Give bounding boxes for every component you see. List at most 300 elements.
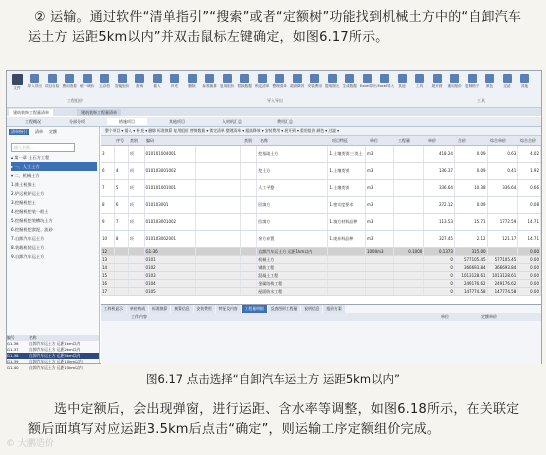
ribbon-icon — [328, 74, 337, 83]
main-grid — [101, 127, 541, 303]
bottom-tab[interactable]: 反查图形工程量 — [268, 305, 301, 313]
quota-code: G1-39 — [7, 359, 19, 364]
ribbon-button[interactable] — [168, 74, 182, 89]
table-cell: 钢筋工程 — [257, 264, 328, 271]
table-cell: 1.废弃料品种 — [328, 231, 366, 247]
table-cell — [115, 248, 129, 255]
ribbon-icon — [240, 74, 249, 83]
tree-item[interactable]: 9.自卸汽车运土方 — [11, 254, 45, 259]
table-cell: m3 — [366, 146, 394, 162]
ribbon-button[interactable] — [238, 74, 252, 89]
table-cell: 7 — [115, 214, 129, 230]
table-cell: 0103 — [145, 272, 196, 279]
table-cell: 1.填方材料品种 — [328, 214, 366, 230]
tree-item[interactable]: ▸ 一、人工土方 — [11, 162, 97, 171]
table-cell: 项 — [129, 231, 145, 247]
software-screenshot — [6, 70, 542, 370]
table-cell: 010103001 — [145, 197, 196, 213]
table-cell: 0 — [424, 288, 455, 295]
bottom-panel — [101, 304, 541, 364]
ribbon-button-label: 导入导出 — [27, 84, 42, 88]
table-cell — [241, 272, 257, 279]
table-cell — [196, 214, 241, 230]
ribbon-button-label: 锁定清单 — [255, 84, 270, 88]
ribbon-button[interactable] — [395, 74, 409, 89]
ribbon-icon — [30, 74, 39, 83]
table-cell: 4 — [115, 163, 129, 179]
table-cell: 010103001002 — [145, 163, 196, 179]
table-cell: 0.09 — [455, 146, 488, 162]
ribbon-button[interactable] — [28, 74, 42, 89]
table-cell: 自卸汽车运土方 运距1km以内 — [257, 248, 328, 255]
ribbon-button[interactable] — [80, 74, 94, 89]
ribbon-button-label: 文件 — [13, 86, 21, 90]
table-cell: 1000m3 — [366, 248, 394, 255]
tree-item[interactable]: 3.挖掘机挖土 — [11, 200, 36, 205]
table-cell: 0 — [424, 272, 455, 279]
ribbon-icon — [503, 74, 512, 83]
ribbon-button[interactable] — [185, 74, 199, 89]
ribbon-button[interactable] — [63, 74, 77, 89]
ribbon-button-label: 补充 — [170, 84, 179, 88]
table-cell — [366, 272, 394, 279]
ribbon-button[interactable] — [377, 74, 395, 89]
table-cell: 249176.62 — [455, 280, 488, 287]
table-row[interactable] — [101, 272, 541, 280]
bottom-col-unit: 单位 — [441, 314, 449, 319]
table-cell: 10.38 — [455, 180, 488, 196]
ribbon-button-label: 云存档 — [99, 84, 110, 88]
tree-item[interactable]: 2.铲运机铲运土方 — [11, 191, 45, 196]
table-cell — [241, 231, 257, 247]
ribbon-button[interactable] — [343, 74, 357, 89]
ribbon-group-label: 工程组价 — [67, 98, 83, 103]
grid-header-cell: 工程量 — [397, 136, 427, 145]
grid-header-cell: 类别 — [129, 136, 145, 145]
quota-code: G1-38 — [7, 353, 19, 358]
bottom-tab[interactable]: 换算信息 — [171, 305, 192, 313]
table-cell: 0.00 — [518, 272, 541, 279]
ribbon-button[interactable] — [430, 74, 444, 89]
ribbon-button-label: 项目自检 — [45, 84, 60, 88]
ribbon-button-label: 替换数据 — [237, 84, 252, 88]
table-cell — [129, 248, 145, 255]
table-cell: 混凝土工程 — [257, 272, 328, 279]
ribbon-icon — [12, 74, 23, 85]
table-cell — [241, 280, 257, 287]
ribbon-button-label: 提取图元 — [325, 84, 340, 88]
ribbon-button[interactable] — [518, 74, 532, 89]
ribbon-button-label: 重用组价 — [447, 84, 462, 88]
ribbon-button-label: 复用组价 — [220, 84, 235, 88]
table-cell: 4.02 — [518, 146, 541, 162]
ribbon-icon — [380, 74, 389, 83]
table-cell: 0.09 — [455, 197, 488, 213]
ribbon-button[interactable] — [290, 74, 304, 89]
table-cell: m3 — [366, 214, 394, 230]
ribbon-button-label: 复制格子 — [465, 84, 480, 88]
ribbon-button-label: 查询 — [135, 84, 144, 88]
ribbon-button[interactable] — [115, 74, 129, 89]
table-cell — [196, 288, 241, 295]
table-cell: 0.00 — [518, 248, 541, 255]
bottom-tab[interactable]: 工料机显示 — [101, 305, 126, 313]
quota-name: 自卸汽车运土方 运距15km以内 — [29, 365, 83, 370]
bottom-col-blank — [281, 313, 441, 321]
ribbon-button-label: 生成数据 — [342, 84, 357, 88]
ribbon-group-label: 工具 — [477, 98, 485, 103]
table-cell: 1013128.61 — [455, 272, 488, 279]
table-cell: 挖基础土方 — [257, 146, 328, 162]
bottom-col-work: 工作内容 — [131, 314, 147, 319]
ribbon-icon — [170, 74, 179, 83]
ribbon-group-label: 导入导出 — [267, 98, 283, 103]
grid-header-cell — [101, 136, 115, 145]
table-cell: 1013128.61 — [488, 272, 519, 279]
ribbon-icon — [363, 74, 372, 83]
table-cell: 010101004001 — [145, 146, 196, 162]
quota-name: 自卸汽车运土方 运距10km以内 — [29, 359, 83, 364]
table-cell — [394, 214, 425, 230]
table-row[interactable] — [101, 288, 541, 296]
ribbon-button-label: 颜色 — [485, 84, 494, 88]
bottom-tab[interactable]: 说明信息 — [301, 305, 322, 313]
quota-tree — [11, 153, 97, 261]
table-cell: 418.24 — [424, 146, 455, 162]
ribbon-button-label: 统一调价 — [80, 84, 95, 88]
bottom-tab[interactable]: 标准换算 — [149, 305, 170, 313]
table-cell: 15 — [101, 272, 115, 279]
ribbon-button-label: 展开到 — [431, 84, 443, 88]
ribbon-button[interactable] — [150, 74, 164, 89]
left-panel — [7, 127, 100, 370]
tree-item[interactable]: ▴ 第一章 土石方工程 — [11, 155, 50, 160]
ribbon-button-label: 插入 — [153, 84, 161, 88]
table-cell: m3 — [366, 163, 394, 179]
table-cell: 16 — [101, 280, 115, 287]
bottom-tab[interactable]: 安装费用 — [194, 305, 215, 313]
grid-toolbar[interactable]: 整个项目 ▾ 插入 ▾ 补充 ▾ 删除 标准换算 复用组价 替换数据 ▾ 锁定清单 整理清单 ▾ 超高降效 ▾ 安装费用 ▾ 展开到 ▾ 重用组价 颜色 ▾ 过滤 ▾ — [101, 127, 541, 136]
table-cell: 项 — [129, 197, 145, 213]
tab-materials[interactable]: 人材机汇总 — [222, 119, 242, 124]
table-cell: 0.00 — [518, 288, 541, 295]
table-cell: m3 — [366, 180, 394, 196]
table-cell — [129, 272, 145, 279]
table-cell: 17 — [101, 288, 115, 295]
table-cell: 272.12 — [424, 197, 455, 213]
tab-overview[interactable]: 工程概况 — [25, 119, 41, 124]
left-tab-guide[interactable]: 清单指引 — [11, 129, 27, 134]
table-cell: 327.45 — [424, 231, 455, 247]
table-cell: 336.64 — [424, 180, 455, 196]
table-cell: 0.00 — [518, 264, 541, 271]
tree-item[interactable]: 1.推土机推土 — [11, 182, 36, 187]
table-cell: 1.92 — [518, 163, 541, 179]
table-cell — [196, 180, 241, 196]
paragraph-top: ② 运输。通过软件“清单指引”“搜索”或者“定额树”功能找到机械土方中的“自卸汽车运土方 运距5km以内”并双击鼠标左键确定，如图6.17所示。 — [28, 10, 522, 45]
table-row[interactable] — [101, 180, 541, 197]
tree-item[interactable]: 6.挖掘机挖淤泥、流砂 — [11, 227, 53, 232]
main-tabs — [7, 117, 541, 127]
table-cell: 0.08 — [518, 197, 541, 213]
table-cell — [394, 272, 425, 279]
table-cell: 113.53 — [424, 214, 455, 230]
table-cell — [394, 264, 425, 271]
table-cell: 2.12 — [455, 231, 488, 247]
table-cell: 0.1000 — [394, 248, 425, 255]
watermark: © 大鹏造价 — [6, 439, 54, 449]
table-cell — [196, 256, 241, 263]
table-row[interactable] — [101, 214, 541, 231]
table-row[interactable] — [101, 146, 541, 163]
table-cell — [129, 280, 145, 287]
ribbon-icon — [65, 74, 74, 83]
table-cell: 回填方 — [257, 197, 328, 213]
ribbon-button-label: 删除 — [188, 84, 196, 88]
tree-item[interactable]: 5.挖掘机挖装槽坑土方 — [11, 218, 53, 223]
ribbon-button[interactable] — [45, 74, 59, 89]
quota-col-name: 名称 — [29, 335, 37, 340]
table-cell: 0.66 — [518, 180, 541, 196]
doc-tab-2[interactable]: 建筑装饰工程量清单 — [77, 109, 121, 116]
table-cell: 121.17 — [488, 231, 519, 247]
table-cell — [241, 197, 257, 213]
table-cell: m3 — [366, 197, 394, 213]
table-row[interactable] — [101, 256, 541, 264]
table-cell: G1-36 — [145, 248, 196, 255]
table-cell — [196, 264, 241, 271]
tab-fees[interactable]: 费用汇总 — [277, 119, 293, 124]
table-cell: 3 — [101, 146, 115, 162]
table-row[interactable] — [101, 197, 541, 214]
ribbon-button[interactable] — [465, 74, 479, 89]
table-cell: 8 — [115, 231, 129, 247]
table-cell: 0105 — [145, 288, 196, 295]
table-cell: 0.09 — [455, 163, 488, 179]
table-cell: 13 — [101, 256, 115, 263]
quota-name: 自卸汽车运土方 运距5km以内 — [29, 353, 81, 358]
ribbon-icon — [468, 74, 477, 83]
ribbon-icon — [135, 74, 144, 83]
ribbon-icon — [275, 74, 284, 83]
table-cell: 0 — [424, 280, 455, 287]
table-cell: 1772.59 — [488, 214, 519, 230]
table-cell — [488, 248, 519, 255]
table-row[interactable] — [101, 231, 541, 248]
table-cell: 010103002001 — [145, 231, 196, 247]
table-cell — [115, 264, 129, 271]
left-tab-quota[interactable]: 定额 — [49, 129, 57, 134]
quota-col-code: 编号 — [7, 335, 15, 340]
ribbon-icon — [415, 74, 424, 83]
table-row[interactable] — [101, 248, 541, 256]
ribbon-button[interactable] — [203, 74, 217, 89]
table-cell: 0.00 — [518, 256, 541, 263]
ribbon-button[interactable] — [483, 74, 497, 89]
table-row[interactable] — [101, 280, 541, 288]
ribbon-button[interactable] — [10, 74, 24, 91]
table-cell: 回填方 — [257, 214, 328, 230]
table-cell — [394, 146, 425, 162]
figure-caption: 图6.17 点击选择“自卸汽车运土方 运距5km以内” — [145, 372, 400, 386]
table-cell: 机械土方 — [257, 256, 328, 263]
table-cell: 366693.84 — [455, 264, 488, 271]
table-cell: 金属结构工程 — [257, 280, 328, 287]
table-cell — [115, 280, 129, 287]
table-cell: 0101 — [145, 256, 196, 263]
tree-item[interactable]: 8.装载机装运土方 — [11, 245, 45, 250]
table-cell: 挖土方 — [257, 163, 328, 179]
table-cell: 14.71 — [518, 231, 541, 247]
table-cell: 336.64 — [488, 180, 519, 196]
table-cell: 0 — [424, 256, 455, 263]
ribbon-icon — [153, 74, 162, 83]
grid-header-cell: 单价 — [427, 136, 457, 145]
table-cell: 7 — [101, 180, 115, 196]
table-cell — [115, 272, 129, 279]
table-cell — [115, 146, 129, 162]
table-cell: 项 — [129, 146, 145, 162]
table-cell: 12 — [101, 248, 115, 255]
tab-other[interactable]: 其他项目 — [169, 119, 185, 124]
bottom-tab[interactable]: 工程量明细 — [242, 305, 267, 313]
table-cell: 9 — [101, 214, 115, 230]
table-cell — [129, 264, 145, 271]
ribbon-button-label: 智能组价 — [115, 84, 130, 88]
table-cell — [115, 288, 129, 295]
grid-header-cell: 类别 — [243, 136, 259, 145]
quota-list — [7, 335, 99, 371]
ribbon-button[interactable] — [308, 74, 322, 89]
ribbon-button[interactable] — [273, 74, 287, 89]
ribbon-icon — [485, 74, 494, 83]
table-row[interactable] — [101, 163, 541, 180]
table-cell: 249176.62 — [488, 280, 519, 287]
table-cell — [394, 256, 425, 263]
grid-header-cell: 项目特征 — [331, 136, 369, 145]
table-cell: 1.密实度要求 — [328, 197, 366, 213]
table-cell — [196, 163, 241, 179]
table-cell: 366693.84 — [488, 264, 519, 271]
table-cell — [394, 197, 425, 213]
table-cell: 0 — [424, 264, 455, 271]
ribbon-button[interactable] — [360, 74, 377, 89]
ribbon-toolbar — [7, 71, 541, 108]
table-cell — [115, 256, 129, 263]
ribbon-button-label: 安装费用 — [307, 84, 322, 88]
table-cell — [241, 248, 257, 255]
table-cell: 0.00 — [518, 280, 541, 287]
tree-item[interactable]: 4.挖掘机挖装一般土 — [11, 209, 49, 214]
bottom-header — [101, 313, 541, 321]
table-cell — [241, 256, 257, 263]
table-cell — [366, 288, 394, 295]
ribbon-button[interactable] — [500, 74, 514, 89]
table-cell — [241, 163, 257, 179]
grid-header-cell: 名称 — [259, 136, 331, 145]
ribbon-button-label: 其他 — [520, 84, 529, 88]
tab-measures[interactable]: 措施项目 — [107, 118, 147, 125]
tab-items[interactable]: 分部分项 — [69, 119, 85, 124]
table-cell — [196, 146, 241, 162]
table-cell: 0.41 — [488, 163, 519, 179]
ribbon-icon — [293, 74, 302, 83]
bottom-tab[interactable]: 组价方案 — [323, 305, 344, 313]
table-row[interactable] — [101, 264, 541, 272]
ribbon-button[interactable] — [133, 74, 147, 89]
table-cell — [241, 288, 257, 295]
ribbon-button[interactable] — [448, 74, 462, 89]
search-input[interactable]: 输入名称... — [11, 143, 75, 152]
table-cell: 屋面防水工程 — [257, 288, 328, 295]
table-cell — [196, 272, 241, 279]
quota-name: 自卸汽车运土方 运距2km以内 — [29, 347, 81, 352]
grid-header-cell: 序号 — [115, 136, 129, 145]
table-cell: 项 — [129, 163, 145, 179]
ribbon-button-label: 过滤 — [503, 84, 511, 88]
table-cell — [394, 288, 425, 295]
ribbon-button[interactable] — [220, 74, 234, 89]
ribbon-icon — [48, 74, 57, 83]
table-cell — [328, 288, 366, 295]
tree-item[interactable]: ▾ 二、机械土方 — [11, 173, 40, 178]
table-cell: 136.37 — [424, 163, 455, 179]
ribbon-icon — [100, 74, 109, 83]
grid-header-cell: 综合合价 — [519, 136, 541, 145]
ribbon-icon — [520, 74, 529, 83]
bottom-tab[interactable]: 特征及内容 — [216, 305, 241, 313]
table-cell: 人工平整 — [257, 180, 328, 196]
table-cell: 315.00 — [455, 248, 488, 255]
grid-header-cell: 合价 — [457, 136, 489, 145]
table-cell — [196, 248, 241, 255]
left-tab-list[interactable]: 清单 — [35, 129, 43, 134]
ribbon-button-label: 超高降效 — [290, 84, 305, 88]
table-cell: 1.土壤类别:三类土 — [328, 146, 366, 162]
ribbon-icon — [118, 74, 127, 83]
table-cell: 577105.45 — [488, 256, 519, 263]
table-cell — [394, 231, 425, 247]
table-cell — [328, 256, 366, 263]
ribbon-button[interactable] — [98, 74, 112, 89]
table-cell: 0.1373 — [424, 248, 455, 255]
paragraph-bottom: 选中定额后，会出现弹窗，进行运距、含水率等调整，如图6.18所示，在关联定额后面填写对应运距3.5km后点击“确定”，则运输工序定额组价完成。 — [28, 402, 520, 437]
table-cell — [196, 197, 241, 213]
ribbon-button-label: 整理清单 — [272, 84, 287, 88]
quota-code: G1-36 — [7, 341, 19, 346]
ribbon-button[interactable] — [255, 74, 269, 89]
table-cell — [241, 264, 257, 271]
doc-tab-1[interactable]: 建筑装饰工程量清单 — [9, 109, 53, 116]
grid-body — [101, 146, 541, 296]
grid-header-cell: 单位 — [369, 136, 397, 145]
bottom-tab[interactable]: 单价构成 — [127, 305, 148, 313]
quota-code: G1-37 — [7, 347, 19, 352]
document-tabs — [7, 108, 541, 116]
ribbon-button[interactable] — [325, 74, 339, 89]
table-cell — [241, 180, 257, 196]
table-cell — [366, 264, 394, 271]
ribbon-icon — [450, 74, 459, 83]
table-cell: 余方弃置 — [257, 231, 328, 247]
table-cell: 147774.58 — [488, 288, 519, 295]
table-cell: m3 — [366, 231, 394, 247]
ribbon-icon — [205, 74, 214, 83]
tree-item[interactable]: 7.自卸汽车运土方 — [11, 236, 45, 241]
ribbon-button[interactable] — [413, 74, 427, 89]
table-cell: 15.71 — [455, 214, 488, 230]
bottom-col-price: 定额单价 — [481, 314, 497, 319]
